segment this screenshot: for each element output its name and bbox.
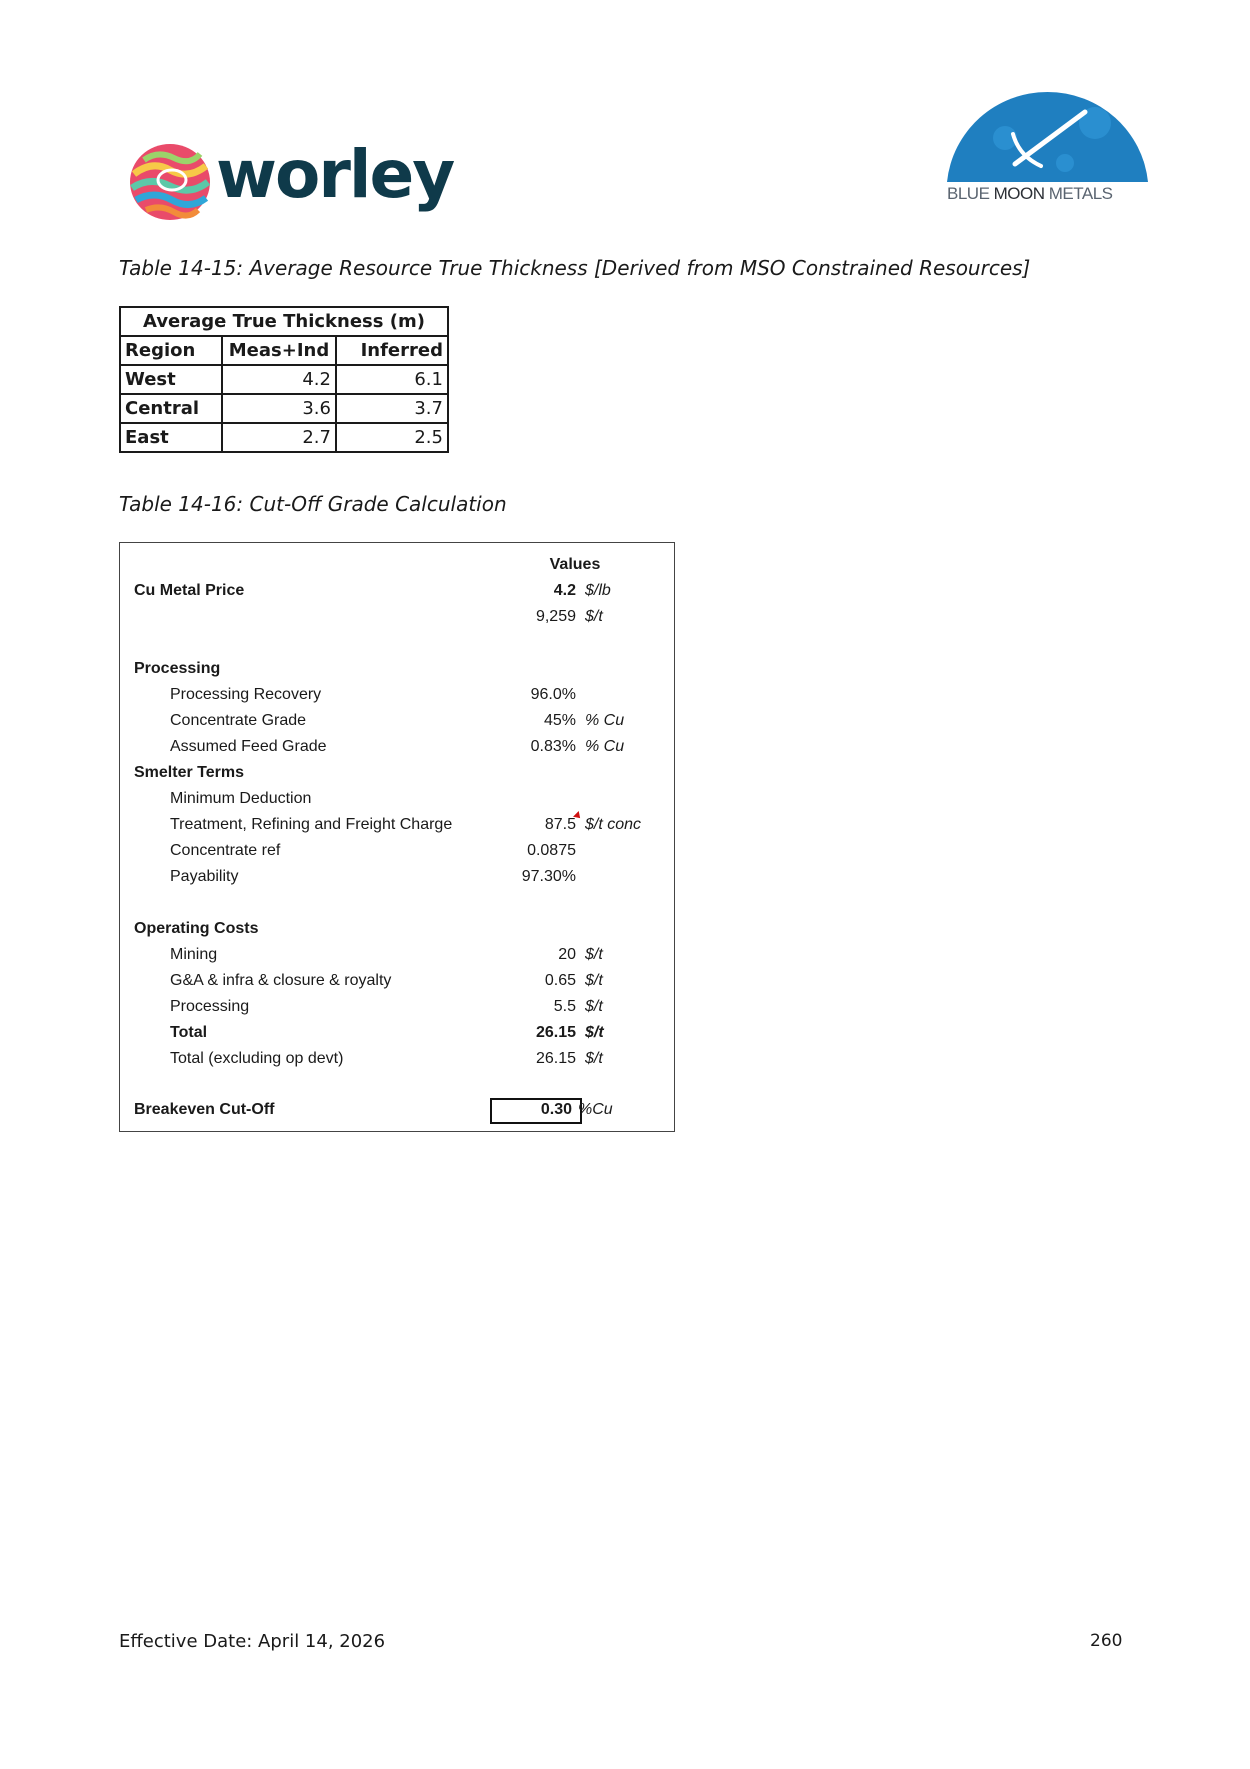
concentrate-ref-label: Concentrate ref <box>170 842 281 859</box>
blue-moon-wordmark: BLUE MOON METALS <box>947 184 1113 203</box>
true-thickness-table <box>119 306 449 453</box>
operating-costs-label: Operating Costs <box>134 920 259 937</box>
effective-date: Effective Date: April 14, 2026 <box>119 1631 386 1652</box>
total-value: 26.15 <box>535 1024 576 1041</box>
region-cell: Central <box>120 394 222 423</box>
table-14-16-caption: Table 14-16: Cut-Off Grade Calculation <box>119 492 507 516</box>
processing-cost-value: 5.5 <box>553 998 576 1015</box>
values-header: Values <box>549 556 601 573</box>
region-cell: West <box>120 365 222 394</box>
table-row <box>120 423 448 452</box>
total-label: Total <box>170 1024 208 1041</box>
table-row <box>120 365 448 394</box>
unit-label: % Cu <box>585 712 625 729</box>
region-cell: East <box>120 423 222 452</box>
trfc-label: Treatment, Refining and Freight Charge <box>170 816 453 833</box>
unit-label: $/lb <box>585 582 611 599</box>
cu-price-t-value: 9,259 <box>535 608 576 625</box>
unit-label: $/t <box>585 998 603 1015</box>
unit-label: $/t conc <box>585 816 642 833</box>
payability-value: 97.30% <box>521 868 576 885</box>
total-excluding-label: Total (excluding op devt) <box>170 1050 344 1067</box>
meas-ind-cell: 2.7 <box>222 423 336 452</box>
concentrate-ref-value: 0.0875 <box>527 842 576 859</box>
unit-label: %Cu <box>578 1101 613 1118</box>
worley-wordmark: worley <box>216 136 454 213</box>
inferred-cell: 2.5 <box>336 423 448 452</box>
feed-grade-label: Assumed Feed Grade <box>170 738 327 755</box>
page-number: 260 <box>1090 1631 1123 1651</box>
smelter-terms-label: Smelter Terms <box>134 764 244 781</box>
processing-cost-label: Processing <box>170 998 250 1015</box>
cut-off-grade-table <box>119 542 675 1132</box>
unit-label: $/t <box>585 972 603 989</box>
unit-label: % Cu <box>585 738 625 755</box>
unit-label: $/t <box>585 1050 603 1067</box>
table-14-15-caption: Table 14-15: Average Resource True Thickness [Derived from MSO Constrained Resources] <box>119 256 1031 280</box>
cu-metal-price-label: Cu Metal Price <box>134 582 245 599</box>
worley-swirl-icon <box>128 140 212 224</box>
processing-recovery-value: 96.0% <box>530 686 576 703</box>
breakeven-value: 0.30 <box>540 1101 572 1118</box>
cu-price-lb-value: 4.2 <box>553 582 576 599</box>
unit-label: $/t <box>585 608 603 625</box>
column-header-inferred: Inferred <box>336 336 448 365</box>
moon-pickaxe-icon <box>945 78 1150 183</box>
processing-section-label: Processing <box>134 660 221 677</box>
concentrate-grade-value: 45% <box>543 712 576 729</box>
column-header-meas-ind: Meas+Ind <box>222 336 336 365</box>
concentrate-grade-label: Concentrate Grade <box>170 712 307 729</box>
table-header: Average True Thickness (m) <box>120 307 448 336</box>
mining-value: 20 <box>558 946 576 963</box>
trfc-value: 87.5 <box>544 816 576 833</box>
blue-moon-metals-logo <box>945 78 1150 210</box>
meas-ind-cell: 4.2 <box>222 365 336 394</box>
worley-logo <box>128 136 458 230</box>
unit-label: $/t <box>585 1024 604 1041</box>
processing-recovery-label: Processing Recovery <box>170 686 322 703</box>
mining-label: Mining <box>170 946 218 963</box>
column-header-region: Region <box>120 336 222 365</box>
ga-value: 0.65 <box>544 972 576 989</box>
meas-ind-cell: 3.6 <box>222 394 336 423</box>
table-row <box>120 394 448 423</box>
payability-label: Payability <box>170 868 239 885</box>
breakeven-label: Breakeven Cut-Off <box>134 1101 275 1118</box>
inferred-cell: 3.7 <box>336 394 448 423</box>
feed-grade-value: 0.83% <box>530 738 576 755</box>
total-excluding-value: 26.15 <box>535 1050 576 1067</box>
ga-label: G&A & infra & closure & royalty <box>170 972 392 989</box>
minimum-deduction-label: Minimum Deduction <box>170 790 312 807</box>
inferred-cell: 6.1 <box>336 365 448 394</box>
unit-label: $/t <box>585 946 603 963</box>
